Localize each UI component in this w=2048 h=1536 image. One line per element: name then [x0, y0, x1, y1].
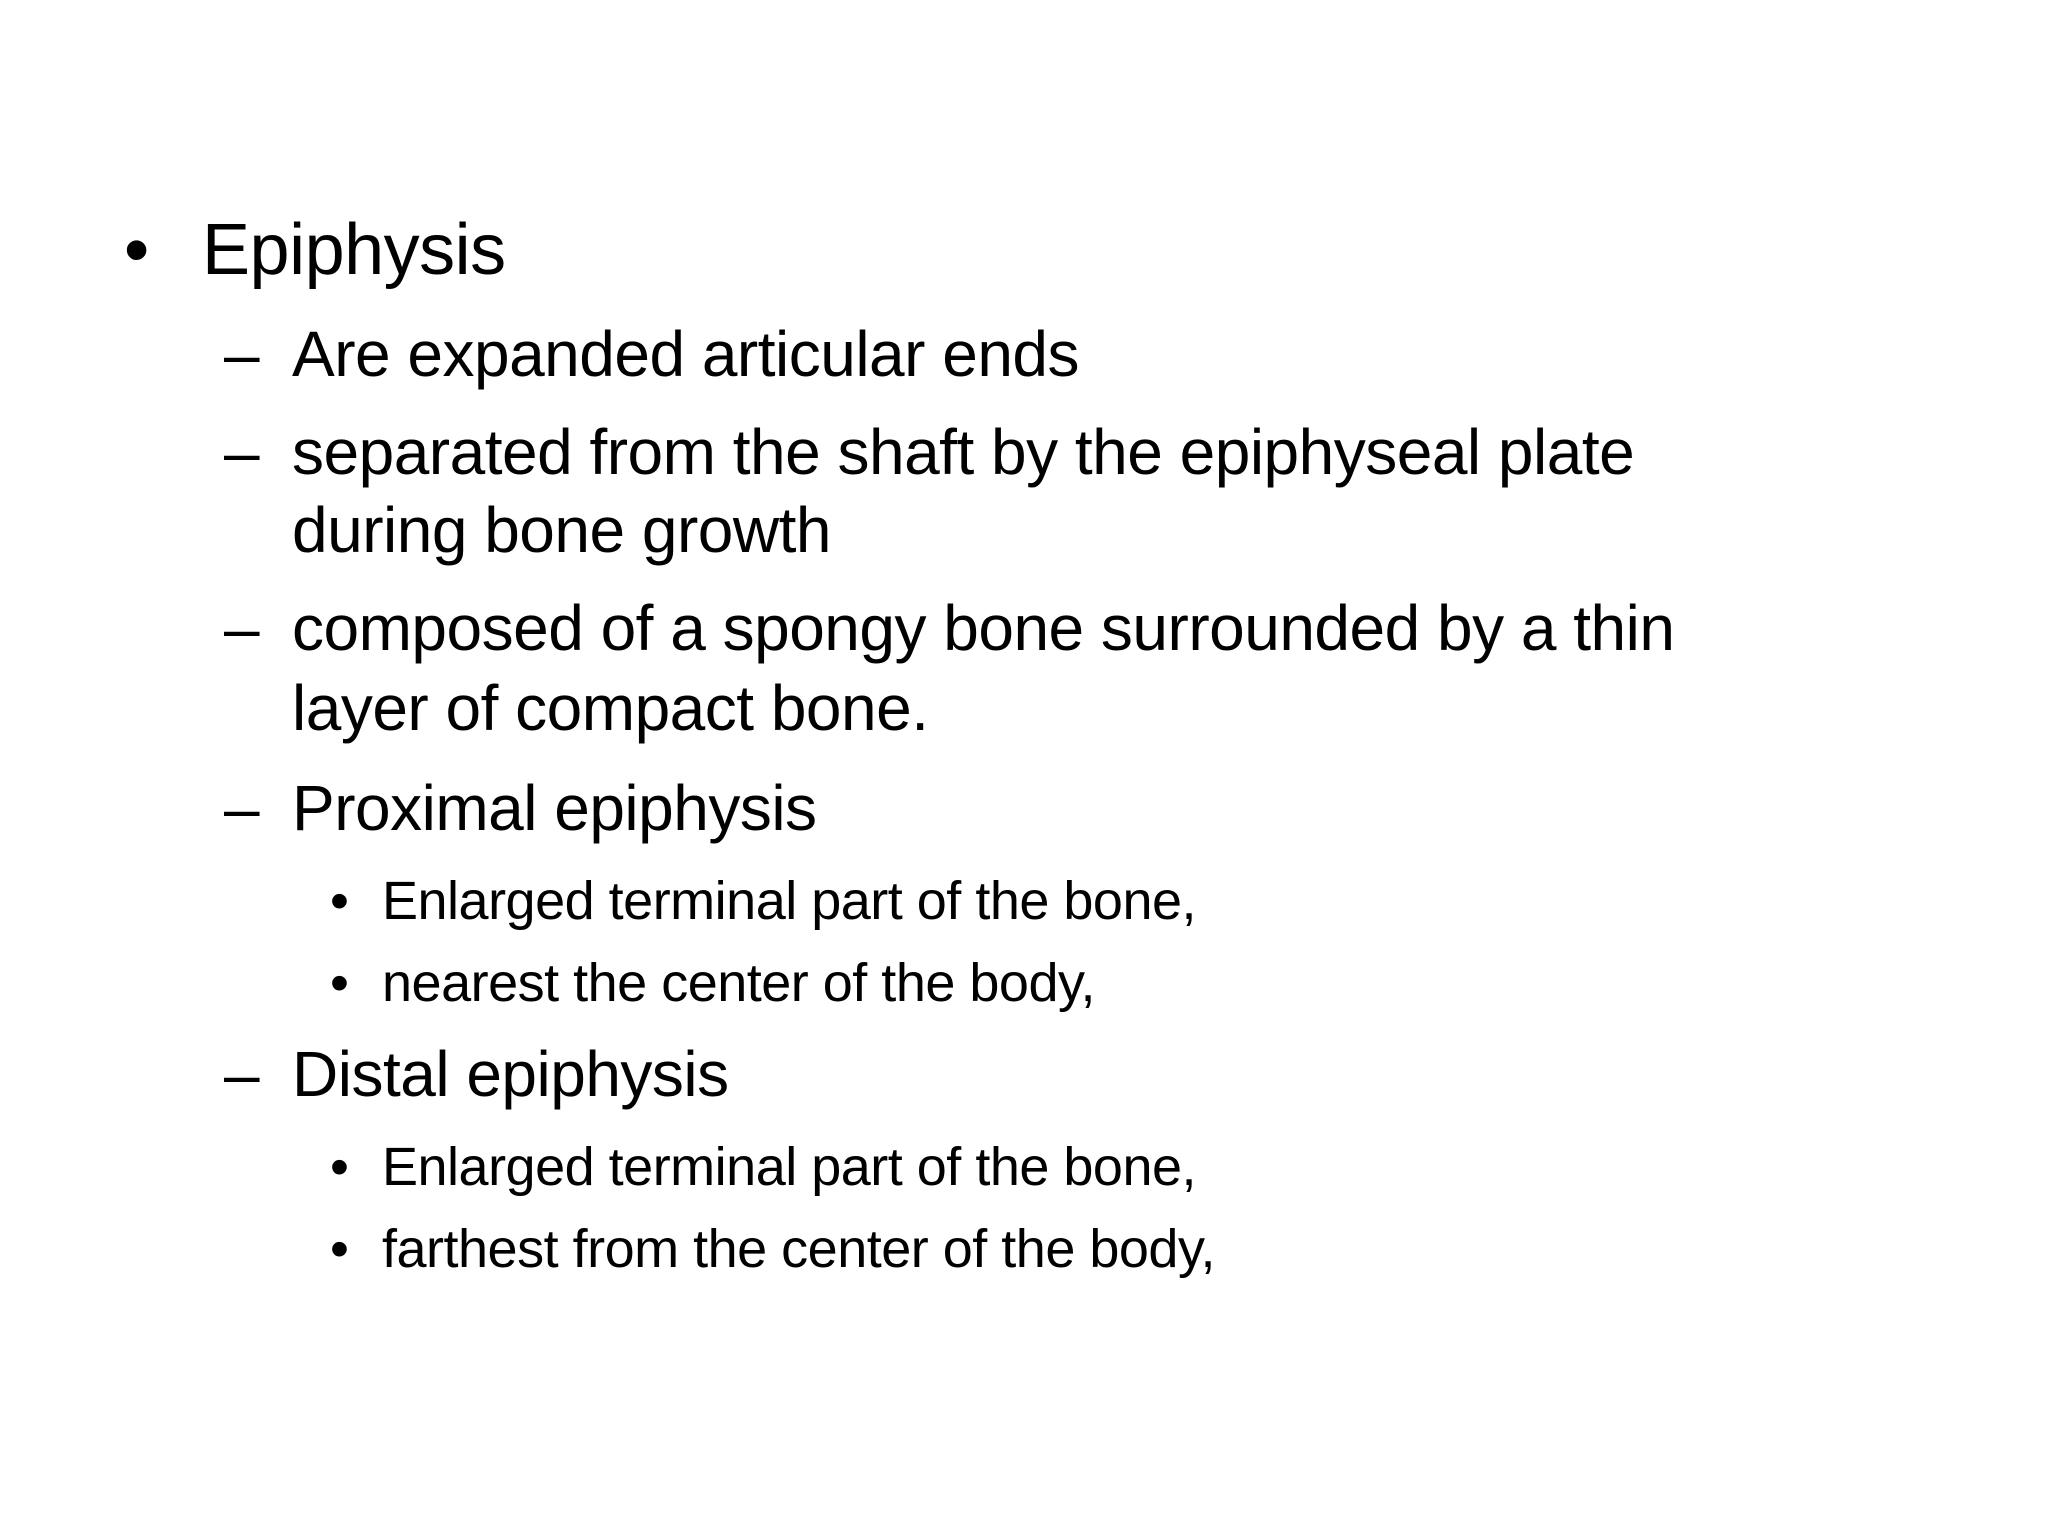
item-composed-line-2: layer of compact bone. — [292, 672, 929, 744]
item-proximal-nearest: nearest the center of the body, — [382, 953, 1095, 1013]
item-distal-enlarged: Enlarged terminal part of the bone, — [382, 1137, 1197, 1197]
bullet-marker: • — [330, 953, 349, 1013]
item-distal-farthest: farthest from the center of the body, — [382, 1219, 1215, 1279]
item-separated-line-2: during bone growth — [292, 494, 831, 566]
dash-marker: – — [224, 1038, 260, 1110]
bullet-marker: • — [330, 1219, 349, 1279]
bullet-marker: • — [330, 871, 349, 931]
dash-marker: – — [224, 318, 260, 390]
item-distal-epiphysis: Distal epiphysis — [292, 1038, 729, 1110]
item-expanded-ends: Are expanded articular ends — [292, 318, 1079, 390]
dash-marker: – — [224, 592, 260, 664]
item-composed-line-1: composed of a spongy bone surrounded by a thin — [292, 592, 1675, 664]
dash-marker: – — [224, 772, 260, 844]
bullet-marker: • — [124, 210, 150, 290]
item-separated-line-1: separated from the shaft by the epiphyseal plate — [292, 416, 1635, 488]
dash-marker: – — [224, 416, 260, 488]
heading-epiphysis: Epiphysis — [202, 210, 506, 290]
item-proximal-enlarged: Enlarged terminal part of the bone, — [382, 871, 1197, 931]
item-proximal-epiphysis: Proximal epiphysis — [292, 772, 817, 844]
bullet-marker: • — [330, 1137, 349, 1197]
